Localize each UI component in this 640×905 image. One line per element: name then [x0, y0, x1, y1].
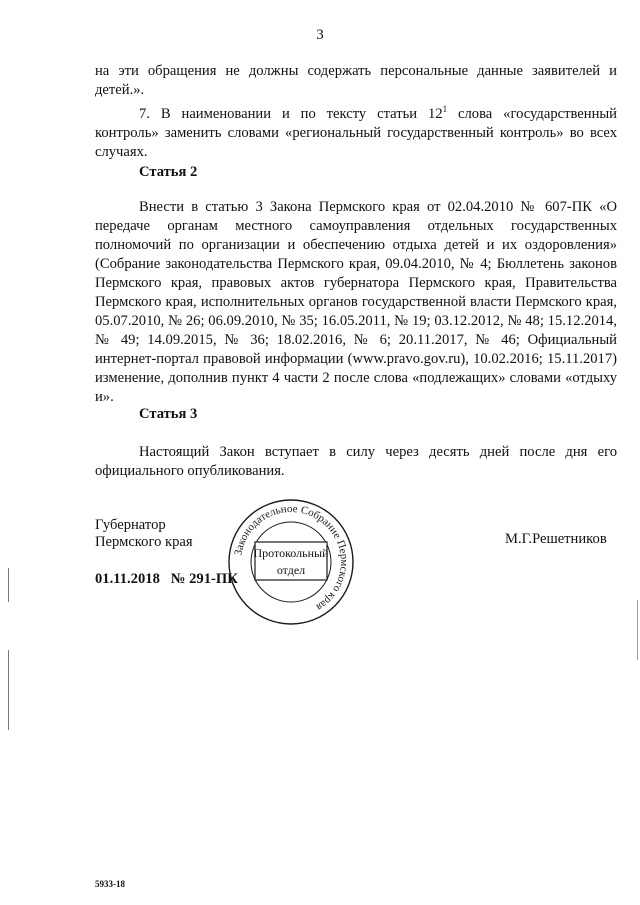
- article-3-heading: Статья 3: [139, 406, 198, 422]
- document-code: 5933-18: [95, 879, 125, 889]
- margin-mark: [8, 568, 9, 602]
- page-number: 3: [316, 27, 324, 43]
- signature-title-line-1: Губернатор: [95, 517, 166, 533]
- official-stamp: [226, 497, 356, 627]
- law-date-number: 01.11.2018 № 291-ПК: [95, 571, 238, 587]
- article-2-text: Внести в статью 3 Закона Пермского края от 02.04.2010 № 607-ПК «О передаче органам местного самоуправления отдельных государственных полномочий по организации и обеспечению отдыха детей и их оздоровления» (Собрание законодательства Пермского края, 09.04.2010, № 4; Бюллетень законов Пермского края, правовых актов губернатора Пермского края, Правительства Пермского края, исполнительных органов государственной власти Пермского края, 05.07.2010, № 26; 06.09.2010, № 35; 16.05.2011, № 19; 03.12.2012, № 48; 15.12.2014, № 49; 14.09.2015, № 36; 18.02.2016, № 6; 20.11.2017, № 46; Официальный интернет-портал правовой информации (www.pravo.gov.ru), 10.02.2016; 15.11.2017) изменение, дополнив пункт 4 части 2 после слова «подлежащих» словами «отдыху и».: [95, 199, 617, 405]
- item-7-text-end: слова «государственный контроль» заменить словами «региональный государственный контроль» во всех случаях.: [95, 105, 617, 160]
- stamp-center-line-1: Протокольный: [253, 546, 329, 560]
- item-7-text-start: 7. В наименовании и по тексту статьи 12: [139, 105, 443, 122]
- item-7-superscript: 1: [442, 104, 448, 114]
- stamp-center-line-2: отдел: [276, 563, 306, 577]
- margin-mark: [8, 650, 9, 730]
- item-7-paragraph: [95, 100, 617, 162]
- paragraph-continuation: на эти обращения не должны содержать персональные данные заявителей и детей.».: [95, 63, 617, 98]
- article-2-heading: Статья 2: [139, 164, 198, 180]
- edge-mark: [637, 600, 638, 660]
- article-3-text: Настоящий Закон вступает в силу через десять дней после дня его официального опубликования.: [95, 444, 617, 479]
- signature-title-line-2: Пермского края: [95, 534, 193, 550]
- stamp-ring-text: Законодательное Собрание Пермского края: [232, 502, 351, 614]
- signature-name: М.Г.Решетников: [505, 531, 607, 547]
